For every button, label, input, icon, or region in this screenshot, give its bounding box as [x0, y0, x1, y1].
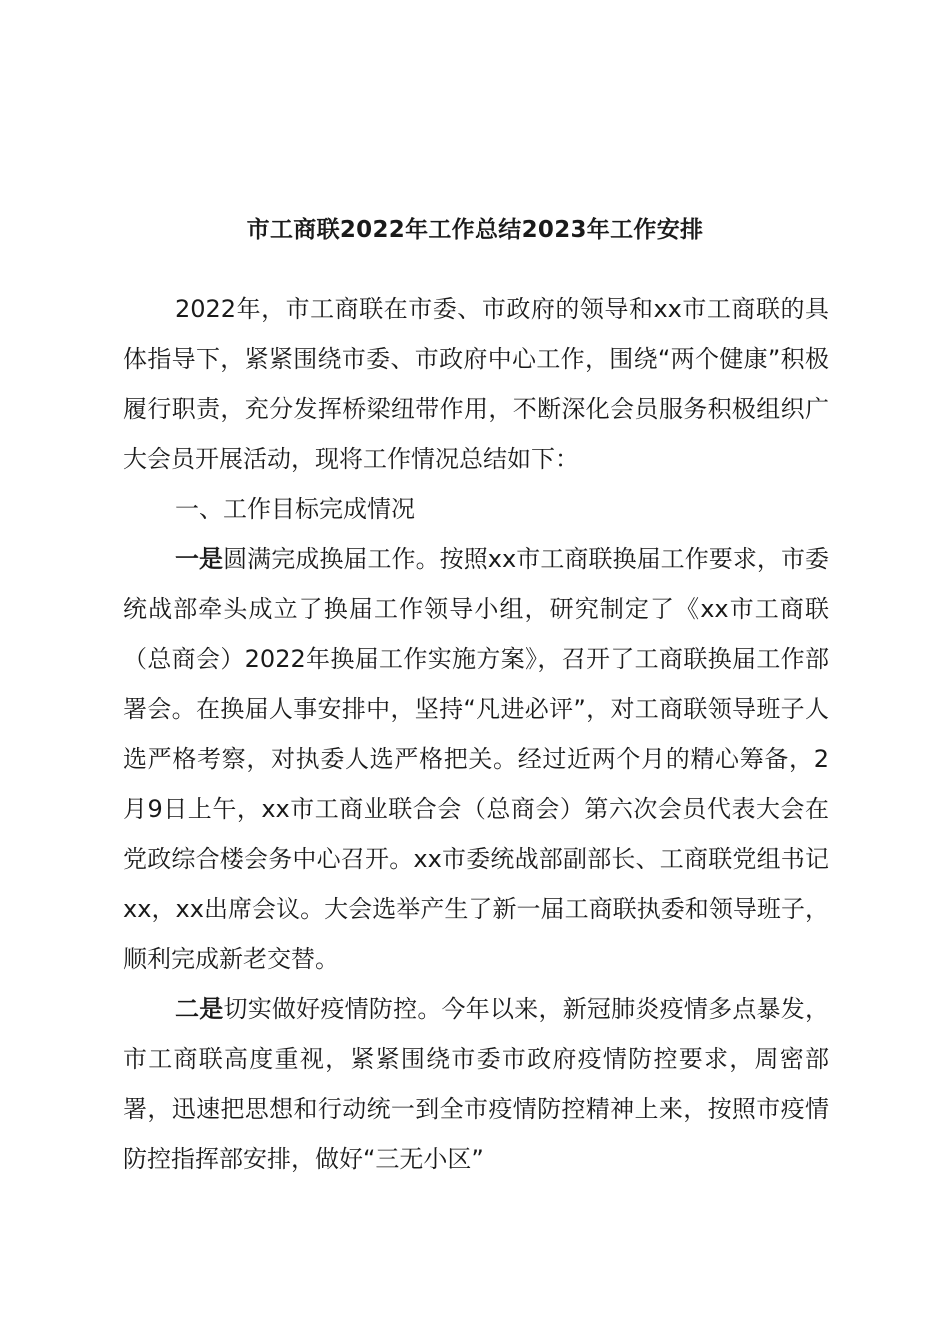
- document-body: [123, 284, 829, 1184]
- item-one-text: 圆满完成换届工作。按照xx市工商联换届工作要求，市委统战部牵头成立了换届工作领导小组，研究制定了《xx市工商联（总商会）2022年换届工作实施方案》，召开了工商联换届工作部署会。在换届人事安排中，坚持“凡进必评”，对工商联领导班子人选严格考察，对执委人选严格把关。经过近两个月的精心筹备，2月9日上午，xx市工商业联合会（总商会）第六次会员代表大会在党政综合楼会务中心召开。xx市委统战部副部长、工商联党组书记xx，xx出席会议。大会选举产生了新一届工商联执委和领导班子，顺利完成新老交替。: [123, 545, 830, 973]
- item-one-paragraph: [123, 534, 829, 984]
- section-heading: 一、工作目标完成情况: [175, 495, 415, 523]
- item-two-paragraph: [123, 984, 829, 1184]
- item-two-text: 切实做好疫情防控。今年以来，新冠肺炎疫情多点暴发，市工商联高度重视，紧紧围绕市委市政府疫情防控要求，周密部署，迅速把思想和行动统一到全市疫情防控精神上来，按照市疫情防控指挥部安排，做好“三无小区”: [123, 995, 830, 1173]
- item-one-lead: 一是: [175, 545, 224, 573]
- intro-paragraph: 2022年，市工商联在市委、市政府的领导和xx市工商联的具体指导下，紧紧围绕市委、市政府中心工作，围绕“两个健康”积极履行职责，充分发挥桥梁纽带作用，不断深化会员服务积极组织广大会员开展活动，现将工作情况总结如下：: [123, 295, 829, 473]
- item-two-lead: 二是: [175, 995, 224, 1023]
- document-title: 市工商联2022年工作总结2023年工作安排: [246, 217, 704, 243]
